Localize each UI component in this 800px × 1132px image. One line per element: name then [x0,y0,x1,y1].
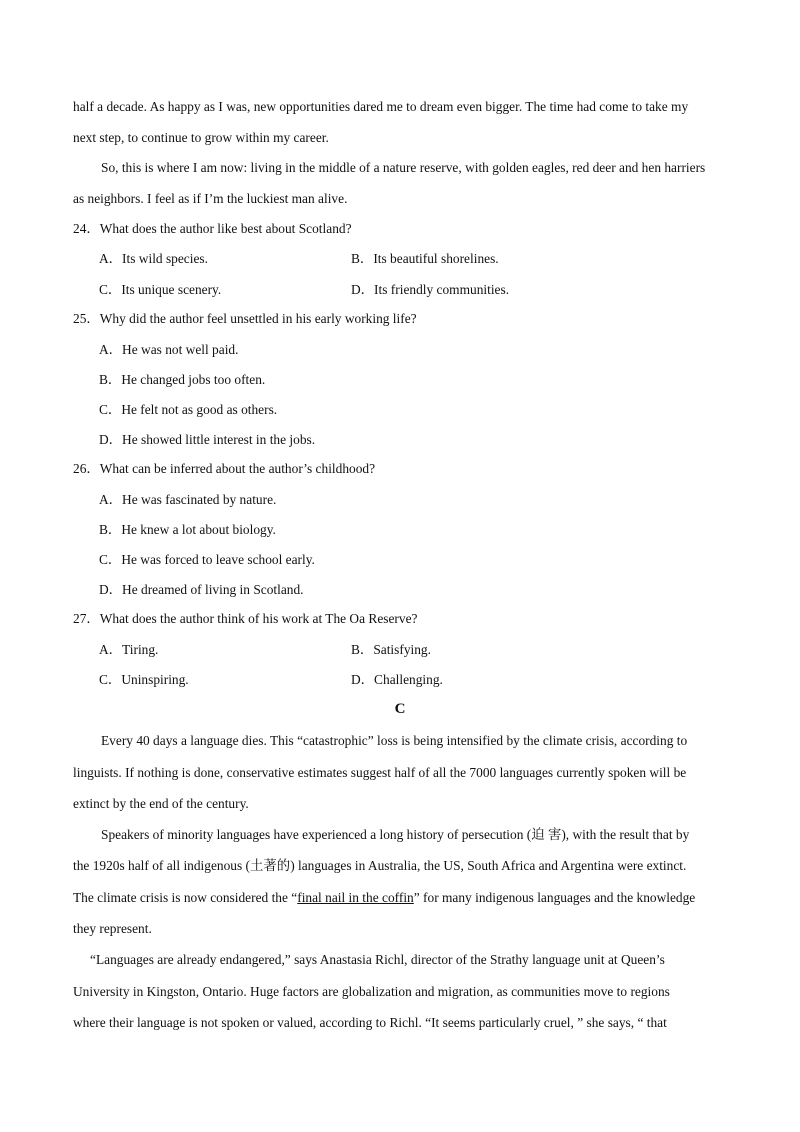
passage-line: half a decade. As happy as I was, new opportunities dared me to dream even bigger. The time had come to take my [73,99,689,114]
question-24-stem: 24．What does the author like best about Scotland? [73,221,352,236]
question-26-option-b: B．He knew a lot about biology. [99,522,276,537]
question-24-option-b: B．Its beautiful shorelines. [351,251,499,266]
question-27-option-a: A．Tiring. [99,642,159,657]
passage-line: University in Kingston, Ontario. Huge factors are globalization and migration, as communities move to regions [73,984,670,999]
question-25-option-b: B．He changed jobs too often. [99,372,266,387]
passage-line: linguists. If nothing is done, conservative estimates suggest half of all the 7000 languages currently spoken will be [73,765,687,780]
question-25-option-c: C．He felt not as good as others. [99,402,278,417]
passage-line [73,890,695,906]
passage-line: as neighbors. I feel as if I’m the luckiest man alive. [73,191,348,206]
question-27-stem: 27．What does the author think of his work at The Oa Reserve? [73,611,418,626]
passage-line: “Languages are already endangered,” says Anastasia Richl, director of the Strathy language unit at Queen’s [90,952,665,967]
question-26-option-c: C．He was forced to leave school early. [99,552,315,567]
passage-line: the 1920s half of all indigenous (土著的) languages in Australia, the US, South Africa and Argentina were extinct. [73,858,687,873]
passage-line: next step, to continue to grow within my career. [73,130,329,145]
question-24-option-d: D．Its friendly communities. [351,282,510,297]
question-24-option-a: A．Its wild species. [99,251,208,266]
section-heading: C [394,701,406,717]
question-26-option-d: D．He dreamed of living in Scotland. [99,582,304,597]
passage-line: Speakers of minority languages have experienced a long history of persecution (迫 害), with the result that by [101,827,690,842]
question-25-stem: 25．Why did the author feel unsettled in his early working life? [73,311,417,326]
question-25-option-d: D．He showed little interest in the jobs. [99,432,316,447]
question-27-option-c: C．Uninspiring. [99,672,189,687]
text-run: ” for many indigenous languages and the knowledge [413,890,696,905]
question-24-option-c: C．Its unique scenery. [99,282,222,297]
question-26-stem: 26．What can be inferred about the author’s childhood? [73,461,376,476]
passage-line: extinct by the end of the century. [73,796,249,811]
question-26-option-a: A．He was fascinated by nature. [99,492,277,507]
passage-line: where their language is not spoken or valued, according to Richl. “It seems particularly cruel, ” she says, “ that [73,1015,667,1030]
passage-line: they represent. [73,921,152,936]
text-run: The climate crisis is now considered the “ [73,890,298,905]
question-27-option-d: D．Challenging. [351,672,443,687]
passage-line: Every 40 days a language dies. This “catastrophic” loss is being intensified by the climate crisis, according to [101,733,688,748]
question-25-option-a: A．He was not well paid. [99,342,239,357]
question-27-option-b: B．Satisfying. [351,642,431,657]
passage-line: So, this is where I am now: living in the middle of a nature reserve, with golden eagles, red deer and hen harriers [101,160,706,175]
underlined-phrase: final nail in the coffin [297,890,414,905]
